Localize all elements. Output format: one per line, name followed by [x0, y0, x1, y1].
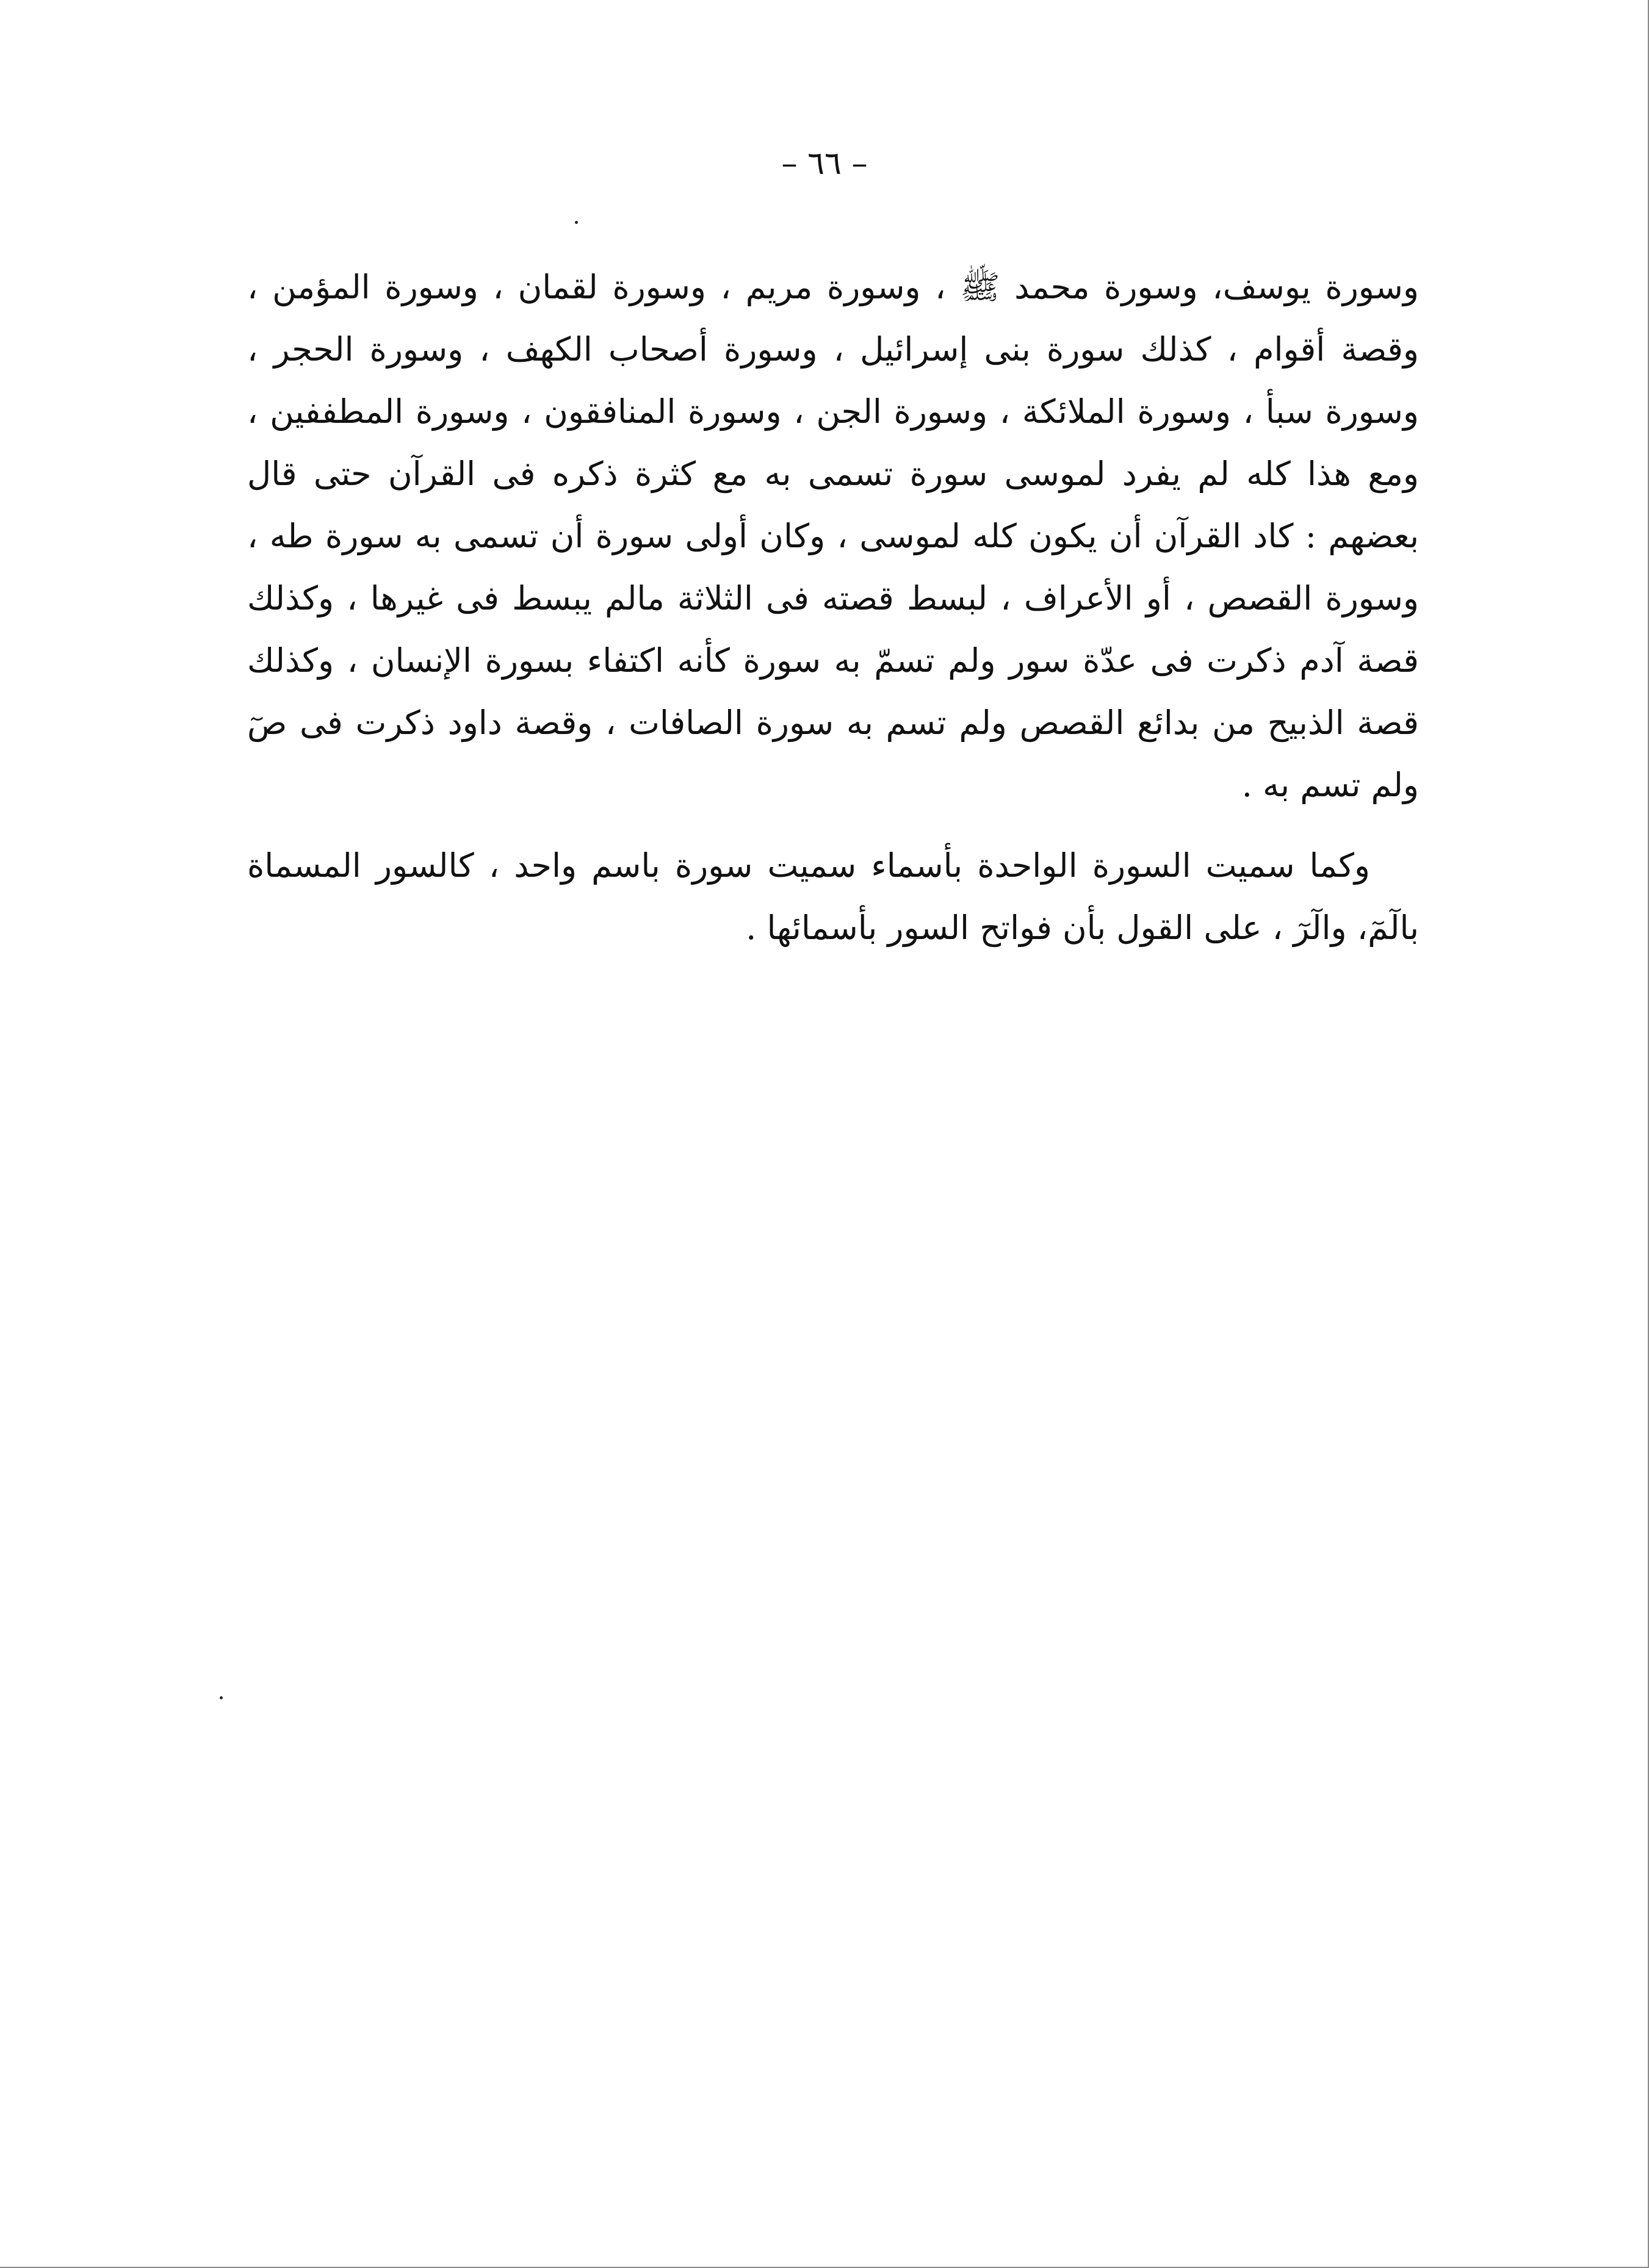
page-number: – ٦٦ – [781, 145, 868, 182]
scan-speck [220, 1696, 223, 1699]
paragraph-2: وكما سميت السورة الواحدة بأسماء سميت سورة باسم واحد ، كالسور المسماة بالٓمٓ، والٓرٓ ، على القول بأن فواتح السور بأسمائها . [247, 846, 1419, 947]
scan-speck [575, 221, 578, 224]
body-text [247, 256, 1419, 959]
paragraph-1: وسورة يوسف، وسورة محمد ﷺ ، وسورة مريم ، وسورة لقمان ، وسورة المؤمن ، وقصة أقوام ، كذلك سورة بنى إسرائيل ، وسورة أصحاب الكهف ، وسورة الحجر ، وسورة سبأ ، وسورة الملائكة ، وسورة الجن ، وسورة المنافقون ، وسورة المطففين ، ومع هذا كله لم يفرد لموسى سورة تسمى به مع كثرة ذكره فى القرآن حتى قال بعضهم : كاد القرآن أن يكون كله لموسى ، وكان أولى سورة أن تسمى به سورة طه ، وسورة القصص ، أو الأعراف ، لبسط قصته فى الثلاثة مالم يبسط فى غيرها ، وكذلك قصة آدم ذكرت فى عدّة سور ولم تسمّ به سورة كأنه اكتفاء بسورة الإنسان ، وكذلك قصة الذبيح من بدائع القصص ولم تسم به سورة الصافات ، وقصة داود ذكرت فى صٓ ولم تسم به . [247, 268, 1419, 804]
